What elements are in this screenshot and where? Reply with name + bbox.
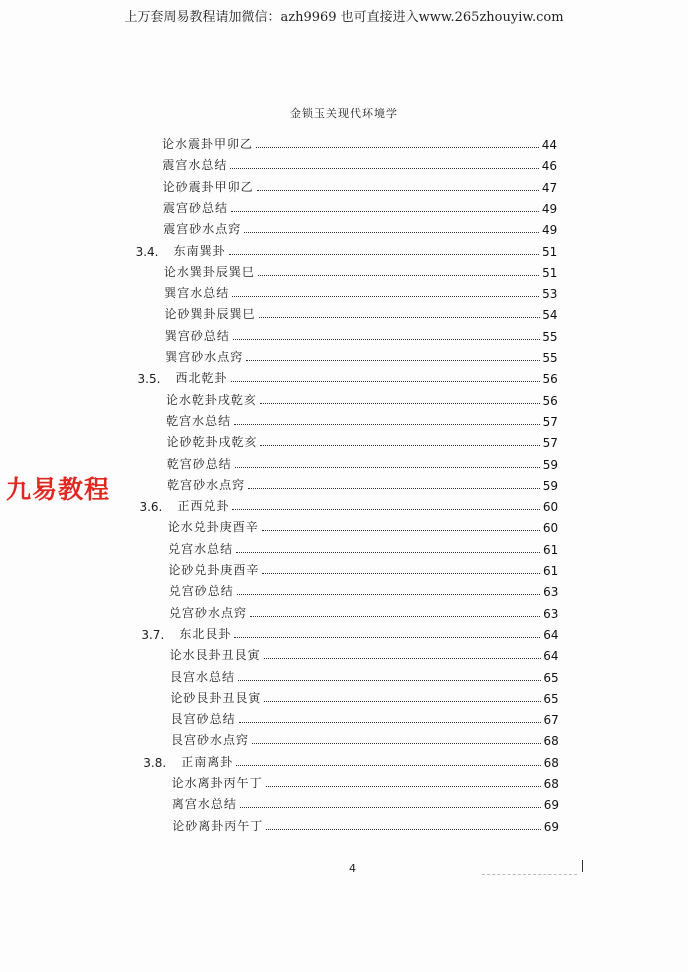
toc-entry-row [170, 643, 559, 663]
toc-entry-row [172, 814, 559, 834]
toc-leader-dots [250, 615, 540, 617]
toc-label: 乾宫砂水点窍 [167, 477, 246, 492]
toc-section-number: 3.8. [143, 755, 167, 770]
toc-label: 论砂乾卦戌乾亥 [166, 435, 258, 450]
toc-section-number: 3.5. [137, 372, 161, 387]
toc-page-number: 63 [543, 585, 559, 600]
toc-page-number: 51 [542, 265, 558, 280]
toc-leader-dots [264, 657, 541, 659]
toc-section-number: 3.6. [139, 500, 163, 515]
toc-page-number: 53 [542, 287, 558, 302]
toc-label: 论水兑卦庚酉辛 [167, 520, 259, 535]
toc-leader-dots [260, 444, 539, 446]
toc-entry-row [167, 473, 558, 493]
toc-label: 艮宫砂水点窍 [170, 733, 249, 748]
toc-page-number: 46 [541, 159, 558, 174]
toc-label: 正西兑卦 [177, 499, 230, 514]
toc-leader-dots [246, 359, 539, 361]
toc-entry-row [162, 132, 557, 152]
toc-label: 巽宫砂水点窍 [165, 350, 244, 364]
toc-label: 巽宫水总结 [164, 286, 230, 301]
toc-page-number: 59 [542, 457, 558, 472]
toc-entry-row [166, 409, 558, 429]
toc-leader-dots [235, 466, 540, 468]
toc-label: 震宫砂水点窍 [163, 222, 242, 237]
toc-entry-row [164, 260, 557, 280]
toc-page-number: 64 [543, 627, 559, 642]
toc-section-row [143, 750, 559, 770]
toc-label: 艮宫砂总结 [170, 712, 236, 727]
toc-label: 论水震卦甲卯乙 [162, 137, 254, 151]
toc-leader-dots [259, 316, 540, 318]
toc-leader-dots [257, 189, 540, 191]
toc-leader-dots [262, 529, 540, 531]
toc-entry-row [172, 771, 559, 791]
toc-label: 论砂兑卦庚酉辛 [168, 563, 260, 577]
toc-section-number: 3.4. [135, 244, 159, 259]
toc-leader-dots [236, 764, 541, 766]
toc-entry-row [163, 196, 557, 216]
toc-entry-row [168, 515, 558, 535]
toc-section-row [138, 366, 558, 386]
toc-label: 论水艮卦丑艮寅 [169, 648, 261, 663]
toc-label: 兑宫砂水点窍 [169, 605, 248, 620]
toc-label: 论砂震卦甲卯乙 [162, 179, 254, 194]
toc-leader-dots [244, 231, 539, 233]
toc-page-number: 59 [542, 478, 559, 493]
toc-page-number: 55 [542, 329, 558, 344]
toc-entry-row [168, 537, 558, 557]
toc-label: 东南巽卦 [173, 243, 226, 258]
toc-page-number: 54 [542, 308, 558, 323]
toc-page-number: 44 [541, 138, 557, 152]
toc-label: 东北艮卦 [179, 626, 232, 641]
toc-page-number: 55 [542, 351, 558, 365]
toc-leader-dots [236, 551, 540, 553]
book-title: 金锁玉关现代环境学 [290, 107, 398, 120]
toc-page-number: 60 [542, 521, 559, 536]
toc-entry-row [172, 792, 559, 812]
toc-page-number: 61 [542, 542, 559, 557]
toc-section-row [139, 494, 558, 514]
toc-leader-dots [262, 572, 540, 574]
toc-entry-row [165, 302, 558, 322]
toc-leader-dots [258, 274, 539, 276]
toc-leader-dots [234, 636, 540, 638]
toc-label: 论水巽卦辰巽巳 [163, 264, 255, 279]
toc-entry-row [171, 728, 559, 748]
toc-label: 震宫砂总结 [162, 200, 228, 215]
toc-label: 论砂离卦丙午丁 [172, 818, 264, 833]
toc-label: 论砂艮卦丑艮寅 [170, 690, 262, 705]
toc-section-row [141, 622, 558, 642]
toc-leader-dots [266, 828, 541, 830]
toc-label: 震宫水总结 [162, 158, 228, 173]
toc-page-number: 56 [542, 372, 558, 387]
toc-entry-row [171, 707, 559, 727]
toc-entry-row [163, 217, 557, 237]
toc-leader-dots [229, 253, 540, 255]
toc-page-number: 65 [543, 670, 559, 685]
toc-page-number: 49 [541, 223, 558, 238]
toc-label: 乾宫砂总结 [166, 456, 232, 471]
toc-label: 巽宫砂总结 [164, 328, 230, 343]
toc-leader-dots [237, 593, 541, 595]
toc-page-number: 56 [542, 393, 558, 408]
toc-leader-dots [233, 338, 540, 340]
toc-entry-row [168, 558, 558, 578]
toc-entry-row [165, 345, 557, 365]
toc-entry-row [169, 601, 558, 621]
toc-leader-dots [252, 742, 541, 744]
toc-page-number: 64 [543, 649, 559, 664]
toc-page-number: 68 [543, 777, 559, 791]
toc-page-number: 63 [543, 606, 559, 621]
toc-leader-dots [230, 167, 539, 169]
toc-section-row [136, 239, 558, 259]
promo-banner: 上万套周易教程请加微信：azh9969 也可直接进入www.265zhouyiw.com [124, 10, 564, 25]
toc-label: 论水离卦丙午丁 [171, 776, 263, 790]
toc-page-number: 65 [543, 691, 559, 706]
toc-label: 离宫水总结 [171, 797, 237, 812]
toc-leader-dots [238, 679, 541, 681]
toc-leader-dots [264, 700, 540, 702]
toc-entry-row [166, 430, 557, 450]
toc-entry-row [166, 388, 558, 408]
toc-entry-row [164, 281, 557, 301]
toc-leader-dots [256, 146, 539, 148]
toc-page-number: 68 [543, 755, 559, 770]
toc-label: 兑宫水总结 [168, 541, 234, 556]
toc-entry-row [169, 579, 559, 599]
toc-label: 正南离卦 [181, 754, 234, 769]
toc-page-number: 57 [542, 436, 558, 451]
toc-label: 乾宫水总结 [166, 413, 232, 428]
toc-label: 艮宫水总结 [170, 669, 236, 684]
toc-leader-dots [260, 402, 540, 404]
toc-entry-row [163, 175, 558, 195]
toc-entry-row [170, 686, 558, 706]
toc-leader-dots [266, 785, 541, 787]
toc-page-number: 61 [543, 564, 559, 578]
toc-entry-row [162, 153, 557, 173]
toc-leader-dots [231, 380, 540, 382]
toc-leader-dots [234, 423, 540, 425]
toc-page-number: 49 [541, 201, 558, 216]
toc-page-number: 69 [543, 819, 560, 834]
toc-leader-dots [239, 721, 541, 723]
toc-leader-dots [232, 295, 539, 297]
toc-leader-dots [231, 210, 539, 212]
toc-entry-row [167, 452, 558, 472]
toc-page-number: 60 [542, 500, 559, 515]
toc-page-number: 68 [543, 734, 559, 749]
toc-page-number: 47 [541, 180, 558, 195]
toc-label: 兑宫砂总结 [168, 584, 234, 599]
footer-smudge [482, 868, 577, 875]
toc-page-number: 57 [542, 414, 558, 429]
footer-tick [582, 860, 583, 872]
toc-leader-dots [232, 508, 540, 510]
toc-label: 论水乾卦戌乾亥 [165, 392, 257, 407]
toc-page-number: 67 [543, 713, 559, 728]
toc-leader-dots [240, 806, 541, 808]
toc-label: 论砂巽卦辰巽巳 [164, 307, 256, 322]
toc-page-number: 51 [542, 244, 558, 259]
toc-leader-dots [248, 487, 540, 489]
toc-page-number: 69 [543, 798, 559, 813]
toc-entry-row [170, 665, 559, 685]
toc-section-number: 3.7. [141, 627, 165, 642]
toc-entry-row [165, 324, 558, 344]
toc-label: 西北乾卦 [175, 371, 228, 386]
watermark-logo: 九易教程 [6, 475, 111, 504]
page-number: 4 [349, 862, 356, 875]
